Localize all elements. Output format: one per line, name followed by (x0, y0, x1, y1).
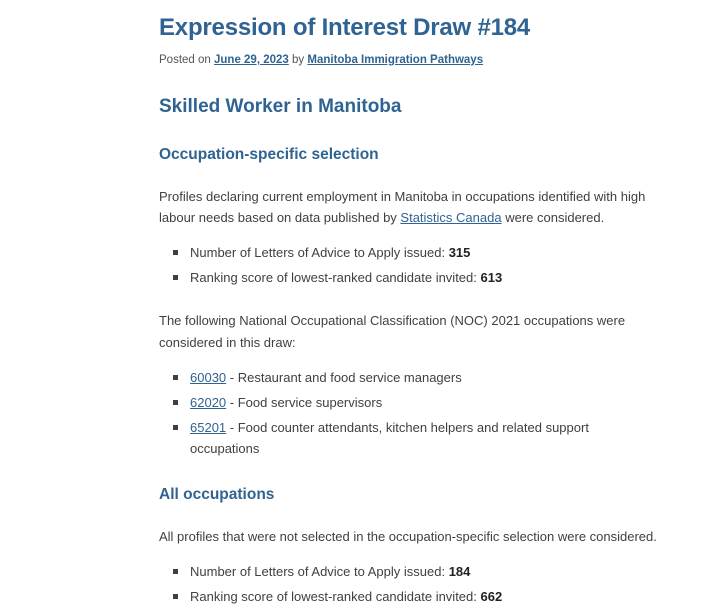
occupation-specific-stats-list (159, 242, 659, 288)
all-occupations-intro: All profiles that were not selected in the occupation-specific selection were considered. (159, 529, 657, 545)
list-item (190, 242, 659, 263)
stat-label: Ranking score of lowest-ranked candidate invited: (190, 270, 481, 286)
section-heading-all-occupations: All occupations (159, 485, 275, 503)
stat-value: 184 (448, 564, 471, 580)
intro-text-before-link: Profiles declaring current employment in Manitoba in occupations identified with high labour needs based on data published by (159, 189, 646, 226)
post-date-link[interactable]: June 29, 2023 (214, 53, 289, 66)
noc-code-link[interactable]: 65201 (190, 419, 227, 435)
noc-occupations-list (159, 367, 659, 459)
stat-value: 315 (448, 245, 471, 261)
noc-code-link[interactable]: 60030 (190, 369, 227, 385)
noc-description: - Restaurant and food service managers (226, 369, 462, 385)
noc-description: - Food counter attendants, kitchen helpers and related support occupations (190, 419, 589, 456)
noc-code-link[interactable]: 62020 (190, 394, 227, 410)
stat-value: 662 (480, 589, 503, 605)
all-occupations-stats-list (159, 561, 659, 607)
stream-heading: Skilled Worker in Manitoba (159, 95, 402, 117)
intro-text-after-link: were considered. (501, 210, 605, 226)
stat-label: Number of Letters of Advice to Apply issued: (190, 245, 449, 261)
posted-on-label: Posted on (159, 53, 211, 66)
list-item (190, 417, 659, 459)
entry-meta (159, 52, 659, 68)
statistics-canada-link[interactable]: Statistics Canada (400, 210, 502, 226)
list-item (190, 392, 659, 413)
list-item (190, 367, 659, 388)
post-author-link[interactable]: Manitoba Immigration Pathways (307, 53, 484, 66)
list-item (190, 586, 659, 607)
list-item (190, 561, 659, 582)
list-item (190, 267, 659, 288)
by-label: by (292, 53, 305, 66)
occupation-specific-intro (159, 186, 659, 228)
noc-description: - Food service supervisors (226, 394, 383, 410)
noc-intro-paragraph: The following National Occupational Classification (NOC) 2021 occupations were considered in this draw: (159, 313, 626, 350)
stat-label: Ranking score of lowest-ranked candidate invited: (190, 589, 481, 605)
section-heading-occupation-specific: Occupation-specific selection (159, 145, 379, 163)
page-title: Expression of Interest Draw #184 (159, 14, 531, 41)
stat-label: Number of Letters of Advice to Apply issued: (190, 564, 449, 580)
stat-value: 613 (480, 270, 503, 286)
article-content (159, 0, 659, 611)
